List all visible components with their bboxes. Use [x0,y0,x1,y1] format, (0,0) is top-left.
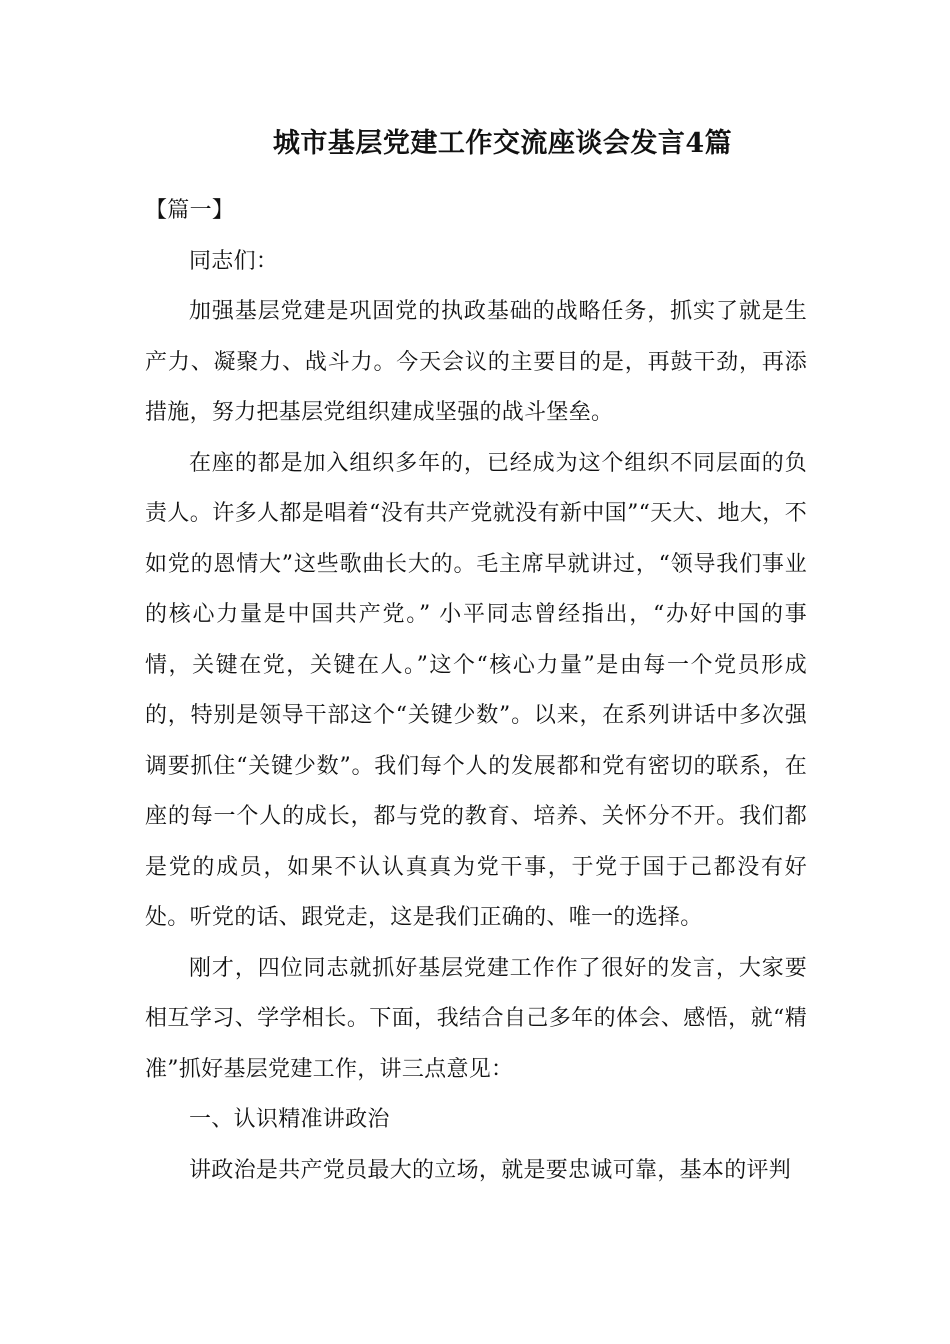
paragraph-4: 讲政治是共产党员最大的立场，就是要忠诚可靠，基本的评判 [189,1157,792,1183]
paragraph-1: 加强基层党建是巩固党的执政基础的战略任务，抓实了就是生产力、凝聚力、战斗力。今天会议的主要目的是，再鼓干劲，再添措施，努力把基层党组织建成坚强的战斗堡垒。 [145,299,807,425]
paragraph-2: 在座的都是加入组织多年的，已经成为这个组织不同层面的负责人。许多人都是唱着“没有共产党就没有新中国”“天大、地大，不如党的恩情大”这些歌曲长大的。毛主席早就讲过，“领导我们事业的核心力量是中国共产党。” 小平同志曾经指出，“办好中国的事情，关键在党，关键在人。”这个“核心力量”是由每一个党员形成的，特别是领导干部这个“关键少数”。以来，在系列讲话中多次强调要抓住“关键少数”。我们每个人的发展都和党有密切的联系，在座的每一个人的成长，都与党的教育、培养、关怀分不开。我们都是党的成员，如果不认认真真为党干事，于党于国于己都没有好处。听党的话、跟党走，这是我们正确的、唯一的选择。 [145,450,807,930]
chapter-heading: 【篇一】 [145,198,235,223]
salutation: 同志们： [189,248,279,274]
paragraph-3: 刚才，四位同志就抓好基层党建工作作了很好的发言，大家要相互学习、学学相长。下面，我结合自己多年的体会、感悟，就“精准”抓好基层党建工作，讲三点意见： [145,955,807,1082]
document-title: 城市基层党建工作交流座谈会发言4篇 [272,128,733,159]
section-heading-1: 一、认识精准讲政治 [189,1107,390,1132]
document-body [145,186,807,1196]
